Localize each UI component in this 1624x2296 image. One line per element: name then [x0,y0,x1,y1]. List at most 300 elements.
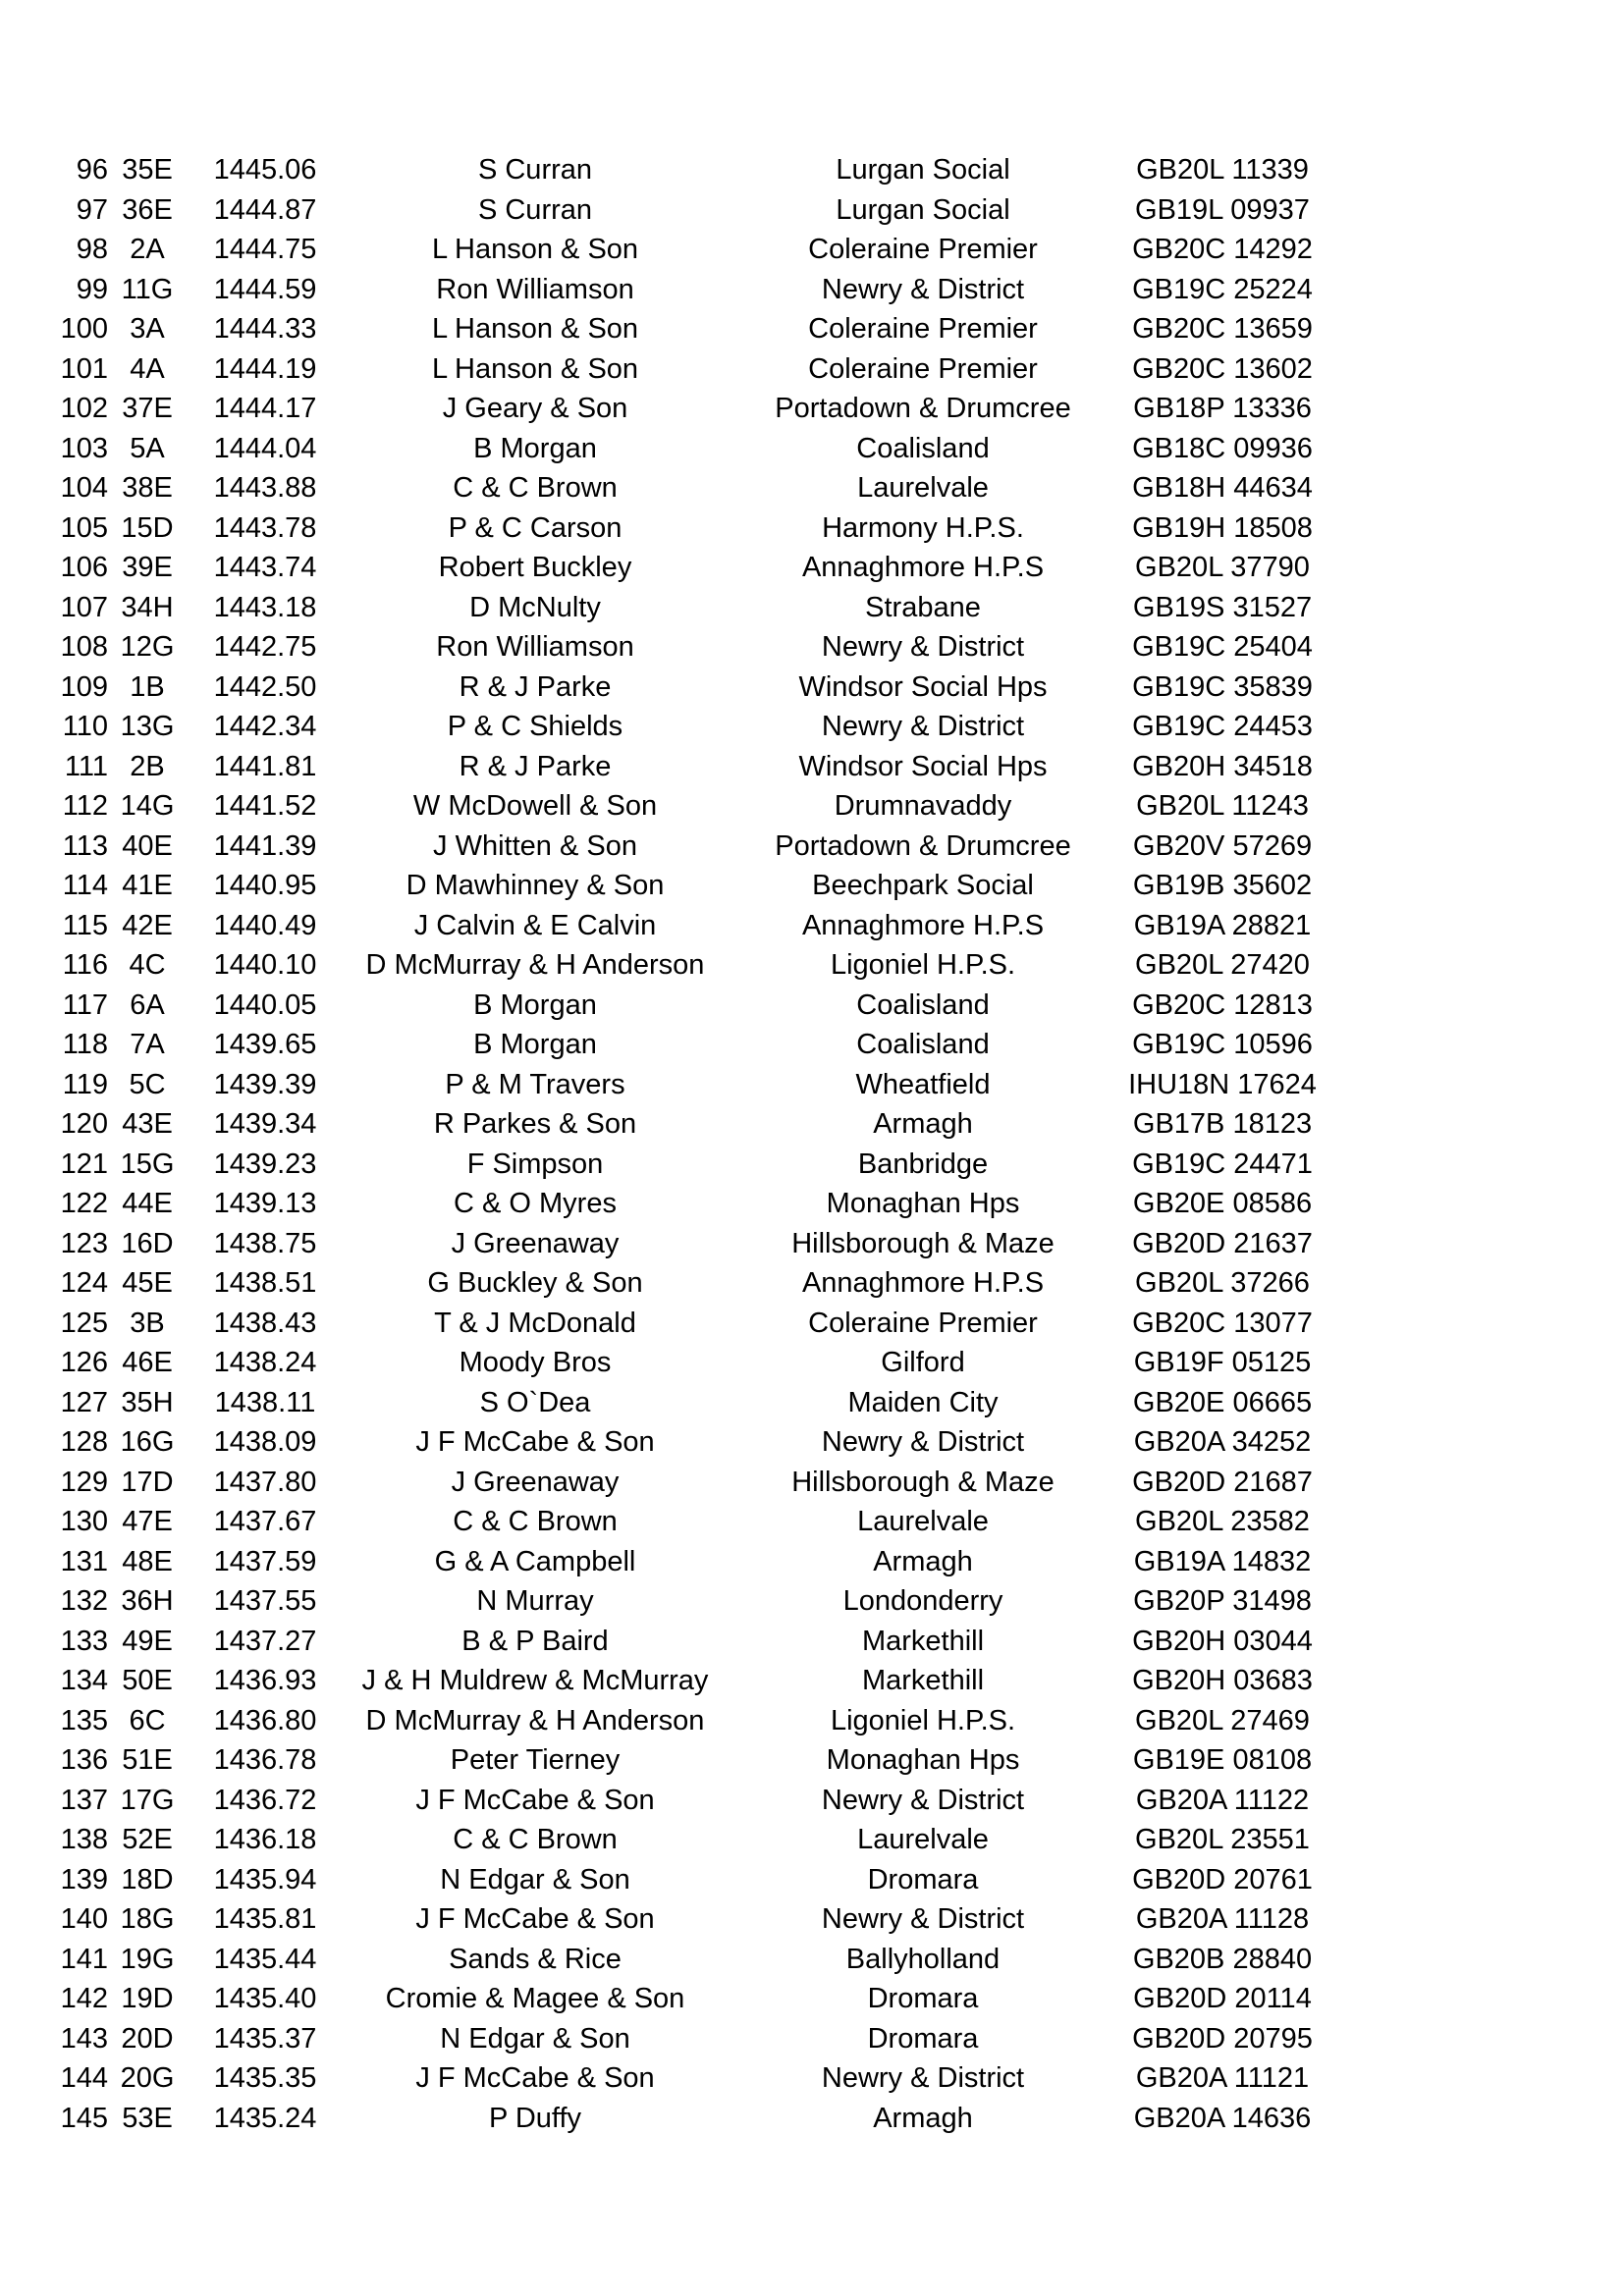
position-cell: 145 [60,2102,108,2134]
club-cell: Harmony H.P.S. [822,511,1024,544]
ring-code-cell: 35H [121,1386,174,1418]
fancier-name-cell: Peter Tierney [450,1744,621,1776]
ring-number-cell: GB20A 11128 [1135,1903,1310,1935]
velocity-cell: 1443.78 [213,511,317,544]
table-row [0,1940,1624,1980]
table-row [0,906,1624,946]
position-cell: 136 [60,1744,108,1776]
ring-code-cell: 37E [122,393,173,424]
fancier-name-cell: Ron Williamson [436,631,634,663]
club-cell: Coleraine Premier [808,352,1038,385]
position-cell: 114 [62,870,108,901]
position-cell: 109 [60,670,108,703]
ring-number-cell: GB20D 21687 [1132,1466,1313,1498]
table-row [0,1979,1624,2019]
velocity-cell: 1438.11 [214,1386,316,1418]
ring-number-cell: GB20H 34518 [1132,750,1313,782]
ring-number-cell: GB20D 20114 [1133,1983,1312,2014]
velocity-cell: 1436.18 [213,1824,317,1855]
table-row [0,1263,1624,1304]
table-row [0,190,1624,231]
table-row [0,548,1624,588]
ring-code-cell: 50E [122,1665,173,1696]
position-cell: 139 [60,1863,108,1896]
fancier-name-cell: Moody Bros [459,1347,612,1378]
club-cell: Hillsborough & Maze [791,1227,1055,1259]
table-row [0,786,1624,827]
position-cell: 115 [62,909,108,941]
position-cell: 123 [60,1227,108,1259]
club-cell: Londonderry [842,1585,1003,1617]
velocity-cell: 1440.10 [213,949,317,981]
fancier-name-cell: J F McCabe & Son [415,1784,655,1816]
position-cell: 120 [60,1108,108,1140]
table-row [0,1422,1624,1463]
ring-number-cell: GB18H 44634 [1132,472,1313,504]
ring-number-cell: GB19L 09937 [1135,193,1310,226]
ring-number-cell: GB20L 37790 [1135,552,1310,583]
ring-code-cell: 7A [130,1029,165,1060]
velocity-cell: 1435.94 [213,1863,317,1896]
club-cell: Laurelvale [857,472,989,504]
ring-code-cell: 34H [121,591,174,623]
position-cell: 121 [60,1148,108,1180]
ring-number-cell: GB20L 23551 [1135,1824,1310,1855]
club-cell: Laurelvale [857,1506,989,1537]
velocity-cell: 1444.87 [213,193,317,226]
ring-code-cell: 43E [122,1108,173,1140]
fancier-name-cell: S Curran [477,154,593,186]
ring-number-cell: GB20L 23582 [1135,1506,1310,1537]
club-cell: Newry & District [821,1903,1025,1935]
ring-code-cell: 52E [122,1824,173,1855]
velocity-cell: 1443.18 [213,591,317,623]
ring-code-cell: 46E [122,1347,173,1378]
ring-code-cell: 38E [122,472,173,504]
ring-number-cell: GB20B 28840 [1132,1943,1313,1975]
position-cell: 110 [62,711,108,742]
velocity-cell: 1444.17 [213,393,317,424]
ring-number-cell: GB19B 35602 [1132,870,1313,901]
ring-number-cell: GB19C 25224 [1132,273,1313,305]
ring-code-cell: 20D [121,2022,174,2055]
ring-number-cell: GB20E 08586 [1132,1188,1313,1219]
ring-code-cell: 36E [122,193,173,226]
position-cell: 125 [60,1307,108,1339]
fancier-name-cell: C & C Brown [453,1824,618,1855]
fancier-name-cell: D Mawhinney & Son [406,870,665,901]
club-cell: Armagh [873,1545,973,1577]
table-row [0,1622,1624,1662]
velocity-cell: 1435.40 [213,1983,317,2014]
position-cell: 126 [60,1347,108,1378]
table-row [0,1542,1624,1582]
ring-code-cell: 14G [120,790,175,822]
table-row [0,707,1624,747]
ring-number-cell: GB20H 03044 [1132,1625,1313,1657]
club-cell: Newry & District [821,1426,1025,1458]
ring-number-cell: GB20A 11122 [1135,1784,1310,1816]
velocity-cell: 1444.75 [213,234,317,265]
fancier-name-cell: Ron Williamson [436,273,634,305]
velocity-cell: 1440.05 [213,988,317,1021]
fancier-name-cell: N Murray [476,1585,594,1617]
fancier-name-cell: L Hanson & Son [431,234,639,265]
table-row [0,1781,1624,1821]
ring-number-cell: GB20P 31498 [1133,1585,1312,1617]
ring-number-cell: GB20A 11121 [1135,2062,1310,2094]
position-cell: 129 [60,1466,108,1498]
club-cell: Dromara [867,2022,979,2055]
ring-number-cell: GB19C 25404 [1132,631,1313,663]
table-row [0,667,1624,708]
table-row [0,349,1624,390]
club-cell: Strabane [865,591,981,623]
ring-code-cell: 44E [122,1188,173,1219]
position-cell: 101 [60,352,108,385]
club-cell: Newry & District [821,1784,1025,1816]
fancier-name-cell: B Morgan [473,988,597,1021]
ring-number-cell: GB18C 09936 [1132,432,1313,464]
position-cell: 102 [60,393,108,424]
ring-code-cell: 2A [130,234,165,265]
ring-code-cell: 17G [120,1784,175,1816]
ring-code-cell: 36H [121,1585,174,1617]
club-cell: Beechpark Social [812,870,1034,901]
velocity-cell: 1442.50 [213,670,317,703]
club-cell: Newry & District [821,2062,1025,2094]
ring-code-cell: 45E [122,1267,173,1299]
table-row [0,1701,1624,1741]
table-row [0,945,1624,986]
table-row [0,627,1624,667]
position-cell: 127 [60,1386,108,1418]
ring-number-cell: GB20D 20795 [1132,2022,1313,2055]
ring-number-cell: GB18P 13336 [1133,393,1312,424]
position-cell: 131 [60,1545,108,1577]
position-cell: 141 [60,1943,108,1975]
velocity-cell: 1435.81 [213,1903,317,1935]
ring-number-cell: GB20D 21637 [1132,1227,1313,1259]
position-cell: 106 [60,552,108,583]
position-cell: 107 [60,591,108,623]
ring-number-cell: GB20C 13659 [1132,313,1313,345]
table-row [0,1860,1624,1900]
ring-number-cell: GB19H 18508 [1132,511,1313,544]
fancier-name-cell: J Whitten & Son [433,829,637,862]
ring-number-cell: GB20D 20761 [1132,1863,1313,1896]
position-cell: 124 [60,1267,108,1299]
velocity-cell: 1439.34 [213,1108,317,1140]
fancier-name-cell: J Greenaway [451,1466,620,1498]
velocity-cell: 1435.24 [213,2102,317,2134]
velocity-cell: 1442.34 [213,711,317,742]
fancier-name-cell: G Buckley & Son [427,1267,643,1299]
velocity-cell: 1439.23 [213,1148,317,1180]
fancier-name-cell: J F McCabe & Son [415,1426,655,1458]
ring-code-cell: 3A [130,313,165,345]
fancier-name-cell: B Morgan [473,432,597,464]
club-cell: Banbridge [857,1148,989,1180]
ring-code-cell: 18G [120,1903,175,1935]
club-cell: Wheatfield [855,1068,991,1100]
velocity-cell: 1440.49 [213,909,317,941]
ring-number-cell: GB20L 27469 [1135,1704,1310,1736]
table-row [0,2099,1624,2139]
table-row [0,270,1624,310]
fancier-name-cell: Sands & Rice [449,1943,622,1975]
position-cell: 99 [76,273,108,305]
velocity-cell: 1438.43 [213,1307,317,1339]
ring-number-cell: GB19S 31527 [1132,591,1313,623]
table-row [0,1820,1624,1860]
ring-code-cell: 2B [130,750,165,782]
ring-code-cell: 6C [129,1704,166,1736]
ring-number-cell: GB19A 28821 [1133,909,1312,941]
club-cell: Newry & District [821,631,1025,663]
fancier-name-cell: B Morgan [473,1029,597,1060]
table-row [0,1224,1624,1264]
club-cell: Windsor Social Hps [798,670,1048,703]
position-cell: 108 [60,631,108,663]
ring-number-cell: GB17B 18123 [1132,1108,1313,1140]
fancier-name-cell: D McMurray & H Anderson [365,1704,705,1736]
ring-code-cell: 15D [121,511,174,544]
table-row [0,1581,1624,1622]
fancier-name-cell: D McMurray & H Anderson [365,949,705,981]
velocity-cell: 1444.19 [213,352,317,385]
velocity-cell: 1438.51 [213,1267,317,1299]
table-row [0,230,1624,270]
club-cell: Lurgan Social [836,154,1010,186]
ring-code-cell: 16G [120,1426,175,1458]
table-row [0,747,1624,787]
club-cell: Annaghmore H.P.S [801,1267,1045,1299]
club-cell: Armagh [873,1108,973,1140]
ring-code-cell: 49E [122,1625,173,1657]
position-cell: 116 [62,949,108,981]
ring-code-cell: 12G [120,631,175,663]
ring-code-cell: 53E [122,2102,173,2134]
club-cell: Monaghan Hps [826,1188,1020,1219]
velocity-cell: 1444.59 [213,273,317,305]
ring-code-cell: 15G [120,1148,175,1180]
ring-number-cell: GB19F 05125 [1133,1347,1312,1378]
fancier-name-cell: N Edgar & Son [440,1863,630,1896]
club-cell: Markethill [861,1665,985,1696]
club-cell: Portadown & Drumcree [775,829,1071,862]
position-cell: 142 [60,1983,108,2014]
velocity-cell: 1435.44 [213,1943,317,1975]
position-cell: 111 [64,750,108,782]
position-cell: 132 [60,1585,108,1617]
ring-code-cell: 16D [121,1227,174,1259]
fancier-name-cell: T & J McDonald [434,1307,636,1339]
fancier-name-cell: R & J Parke [459,670,612,703]
club-cell: Lurgan Social [836,193,1010,226]
club-cell: Coleraine Premier [808,313,1038,345]
position-cell: 104 [60,472,108,504]
table-row [0,1304,1624,1344]
ring-number-cell: GB20L 11339 [1136,154,1309,186]
ring-code-cell: 20G [120,2062,175,2094]
position-cell: 112 [62,790,108,822]
ring-code-cell: 6A [130,988,165,1021]
club-cell: Gilford [881,1347,965,1378]
ring-code-cell: 48E [122,1545,173,1577]
fancier-name-cell: W McDowell & Son [412,790,658,822]
results-table [0,150,1624,2138]
position-cell: 113 [62,829,108,862]
ring-code-cell: 5A [130,432,165,464]
ring-code-cell: 17D [121,1466,174,1498]
ring-number-cell: GB20V 57269 [1132,829,1313,862]
ring-code-cell: 3B [130,1307,165,1339]
ring-number-cell: GB20L 27420 [1135,949,1310,981]
position-cell: 96 [76,154,108,186]
velocity-cell: 1439.39 [213,1068,317,1100]
club-cell: Coalisland [856,432,990,464]
table-row [0,1502,1624,1542]
ring-number-cell: GB20C 13077 [1132,1307,1313,1339]
velocity-cell: 1437.27 [213,1625,317,1657]
velocity-cell: 1437.55 [213,1585,317,1617]
fancier-name-cell: R & J Parke [459,750,612,782]
club-cell: Windsor Social Hps [798,750,1048,782]
fancier-name-cell: F Simpson [466,1148,604,1180]
fancier-name-cell: J F McCabe & Son [415,1903,655,1935]
club-cell: Coalisland [856,988,990,1021]
velocity-cell: 1436.80 [213,1704,317,1736]
club-cell: Dromara [867,1863,979,1896]
fancier-name-cell: L Hanson & Son [431,313,639,345]
fancier-name-cell: J F McCabe & Son [415,2062,655,2094]
ring-number-cell: GB19A 14832 [1133,1545,1312,1577]
table-row [0,1184,1624,1224]
ring-number-cell: GB20L 11243 [1136,790,1309,822]
position-cell: 97 [76,193,108,226]
table-row [0,1740,1624,1781]
ring-number-cell: GB20A 34252 [1133,1426,1312,1458]
velocity-cell: 1437.67 [213,1506,317,1537]
ring-number-cell: GB20C 12813 [1132,988,1313,1021]
ring-code-cell: 39E [122,552,173,583]
ring-number-cell: GB20H 03683 [1132,1665,1313,1696]
ring-code-cell: 11G [121,273,174,305]
table-row [0,588,1624,628]
fancier-name-cell: N Edgar & Son [440,2022,630,2055]
ring-code-cell: 5C [129,1068,166,1100]
position-cell: 143 [60,2022,108,2055]
fancier-name-cell: R Parkes & Son [433,1108,637,1140]
fancier-name-cell: P & C Carson [448,511,623,544]
club-cell: Coleraine Premier [808,234,1038,265]
velocity-cell: 1445.06 [213,154,317,186]
club-cell: Armagh [873,2102,973,2134]
velocity-cell: 1444.33 [213,313,317,345]
club-cell: Monaghan Hps [826,1744,1020,1776]
velocity-cell: 1440.95 [213,870,317,901]
ring-number-cell: GB19C 10596 [1132,1029,1313,1060]
velocity-cell: 1439.65 [213,1029,317,1060]
table-row [0,827,1624,867]
position-cell: 128 [60,1426,108,1458]
velocity-cell: 1444.04 [213,432,317,464]
ring-code-cell: 1B [130,670,165,703]
position-cell: 100 [60,313,108,345]
fancier-name-cell: L Hanson & Son [431,352,639,385]
velocity-cell: 1441.81 [213,750,317,782]
fancier-name-cell: P Duffy [488,2102,582,2134]
fancier-name-cell: J & H Muldrew & McMurray [361,1665,709,1696]
fancier-name-cell: D McNulty [469,591,601,623]
ring-number-cell: GB20A 14636 [1133,2102,1312,2134]
velocity-cell: 1443.88 [213,472,317,504]
club-cell: Hillsborough & Maze [791,1466,1055,1498]
table-row [0,866,1624,906]
fancier-name-cell: J Geary & Son [442,393,628,424]
ring-number-cell: GB20C 13602 [1132,352,1313,385]
position-cell: 137 [60,1784,108,1816]
ring-number-cell: GB20C 14292 [1132,234,1313,265]
ring-number-cell: GB19C 35839 [1132,670,1313,703]
club-cell: Maiden City [847,1386,999,1418]
ring-number-cell: GB19E 08108 [1132,1744,1313,1776]
fancier-name-cell: S O`Dea [479,1386,591,1418]
ring-code-cell: 18D [121,1863,174,1896]
fancier-name-cell: C & O Myres [454,1188,617,1219]
velocity-cell: 1439.13 [213,1188,317,1219]
club-cell: Drumnavaddy [834,790,1012,822]
ring-code-cell: 41E [122,870,173,901]
ring-number-cell: GB20L 37266 [1135,1267,1310,1299]
position-cell: 138 [60,1824,108,1855]
club-cell: Coalisland [856,1029,990,1060]
club-cell: Markethill [861,1625,985,1657]
velocity-cell: 1438.24 [213,1347,317,1378]
fancier-name-cell: S Curran [477,193,593,226]
ring-number-cell: GB19C 24453 [1132,711,1313,742]
velocity-cell: 1441.39 [213,829,317,862]
ring-code-cell: 4A [130,352,165,385]
velocity-cell: 1435.37 [213,2022,317,2055]
position-cell: 135 [60,1704,108,1736]
position-cell: 119 [62,1068,108,1100]
ring-code-cell: 47E [122,1506,173,1537]
velocity-cell: 1438.09 [213,1426,317,1458]
position-cell: 133 [60,1625,108,1657]
club-cell: Ballyholland [845,1943,1001,1975]
ring-code-cell: 42E [122,909,173,941]
fancier-name-cell: J Greenaway [451,1227,620,1259]
fancier-name-cell: P & M Travers [445,1068,625,1100]
position-cell: 118 [62,1029,108,1060]
ring-code-cell: 13G [120,711,175,742]
fancier-name-cell: J Calvin & E Calvin [413,909,657,941]
table-row [0,389,1624,429]
table-row [0,1899,1624,1940]
position-cell: 134 [60,1665,108,1696]
table-row [0,2058,1624,2099]
club-cell: Newry & District [821,711,1025,742]
fancier-name-cell: Cromie & Magee & Son [385,1983,685,2014]
velocity-cell: 1437.80 [213,1466,317,1498]
ring-code-cell: 35E [122,154,173,186]
velocity-cell: 1436.78 [213,1744,317,1776]
velocity-cell: 1436.72 [213,1784,317,1816]
ring-number-cell: GB19C 24471 [1132,1148,1313,1180]
ring-code-cell: 51E [122,1744,173,1776]
